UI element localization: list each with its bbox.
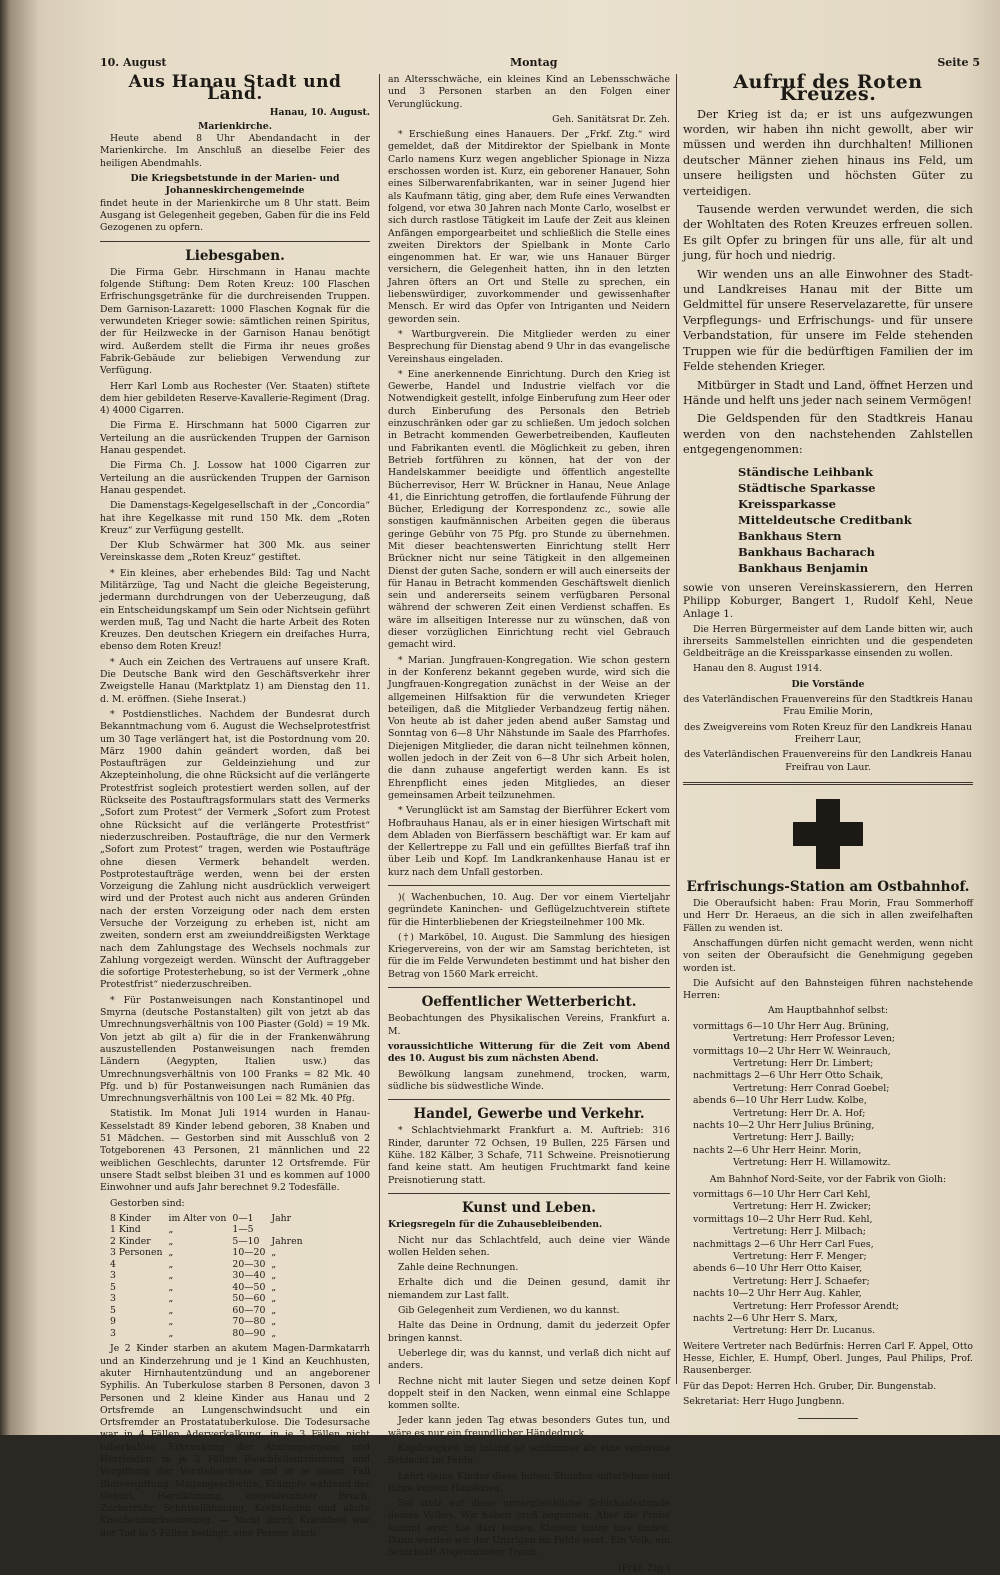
station-text: Anschaffungen dürfen nicht gemacht werden, wenn nicht von seiten der Oberaufsicht die Genehmigung gegeben worden ist. bbox=[683, 937, 973, 974]
news-note: * Marian. Jungfrauen-Kongregation. Wie schon gestern in der Konferenz bekannt gegeben wurde, wird sich die Jungfrauen-Kongregation zunächst in der Weise an der allgemeinen Hilfsaktion für die verwundeten Krieger beteiligen, daß die Mitglieder Verbandzeug fertig nähen. Von heute ab ist daher jeden abend außer Samstag und Sonntag von 6—8 Uhr Nähstunde im Saale des Pfarrhofes. Diejenigen Mitglieder, die daran nicht teilnehmen können, wollen jedoch in der Zeit von 6—8 Uhr sich Arbeit holen, die dann zuhause angefertigt werden kann. Es ist Ehrenpflicht eines jeden Mitgliedes, an dieser gemeinsamen Arbeit teilzunehmen. bbox=[388, 654, 670, 801]
appeal-paragraph: Wir wenden uns an alle Einwohner des Stadt- und Landkreises Hanau mit der Bitte um Geldmittel für unsere Reservelazarette, für unsere Verpflegungs- und Erfrischungs- und für unsere Verbandstation, für unsere im Felde stehenden Truppen wie für die bedürftigen Familien der im Felde stehenden Krieger. bbox=[683, 267, 973, 374]
boards-heading: Die Vorstände bbox=[791, 678, 865, 690]
duty-line: nachmittags 2—6 Uhr Herr Otto Schaik, bbox=[693, 1070, 884, 1082]
station-text: Die Oberaufsicht haben: Frau Morin, Frau Sommerhoff und Herr Dr. Heraeus, an die sich in allen zweifelhaften Fällen zu wenden ist. bbox=[683, 898, 973, 934]
signer: Geh. Sanitätsrat Dr. Zeh. bbox=[552, 113, 670, 125]
duty-line: nachts 2—6 Uhr Herr S. Marx, bbox=[693, 1313, 838, 1324]
poem-line: Halte das Deine in Ordnung, damit du jederzeit Opfer bringen kannst. bbox=[388, 1320, 670, 1344]
trade-heading: Handel, Gewerbe und Verkehr. bbox=[413, 1106, 645, 1123]
bank-list bbox=[738, 464, 973, 576]
table-row: 3 „ 50—60 „ bbox=[110, 1293, 277, 1305]
news-note: * Auch ein Zeichen des Vertrauens auf unsere Kraft. Die Deutsche Bank wird den Geschäftsverkehr ihrer Zweigstelle Hanau (Marktplatz 1) am Dienstag den 11. d. M. eröffnen. (Siehe Inserat.) bbox=[100, 656, 370, 705]
bank-item: Kreissparkasse bbox=[738, 496, 836, 511]
church-text: Heute abend 8 Uhr Abendandacht in der Marienkirche. Im Anschluß an dieselbe Feier des heiligen Abendmahls. bbox=[100, 133, 370, 169]
deaths-intro: Gestorben sind: bbox=[110, 1197, 185, 1209]
bank-item: Bankhaus Bacharach bbox=[738, 544, 876, 559]
table-row: 5 „ 60—70 „ bbox=[110, 1304, 277, 1316]
column-1 bbox=[100, 72, 370, 1539]
mayors-request: Die Herren Bürgermeister auf dem Lande bitten wir, auch ihrerseits Sammelstellen einrichten und die gespendeten Geldbeiträge an die Kreissparkasse einsenden zu wollen. bbox=[683, 623, 973, 660]
news-note: * Postdienstliches. Nachdem der Bundesrat durch Bekanntmachung vom 6. August die Wechselprotestfrist um 30 Tage verlängert hat, ist die Postordnung vom 20. März 1900 dahin geändert worden, daß bei Postaufträgen zur Geldeinziehung und zur Akzepteinholung, die ohne Rücksicht auf die verlängerte Protestfrist sogleich protestiert werden sollen, auf der Rückseite des Postauftragsformulars statt des Vermerks „Sofort zum Protest“ der Vermerk „Sofort zum Protest ohne Rücksicht auf die verlängerte Protestfrist“ niederzuschreiben. Postaufträge, die nur den Vermerk „Sofort zum Protest“ tragen, werden wie Postaufträge ohne diesen Vermerk behandelt werden. Postprotestaufträge werden, wenn bei der ersten Vorzeigung die Zahlung nicht ausdrücklich verweigert wird und der Protest auch nicht aus anderen Gründen nach der ersten Vorzeigung oder nach dem ersten Versuche der Vorzeigung zu erheben ist, nicht am zweiten, sondern erst am zweiunddreißigsten Werktage nach dem Zahlungstage des Wechsels nochmals zur Zahlung vorgezeigt werden. Wünscht der Auftraggeber die sofortige Protesterhebung, so ist der Vermerk „ohne Protestfrist“ niederzuschreiben. bbox=[100, 708, 370, 991]
duty-line: abends 6—10 Uhr Herr Ludw. Kolbe, bbox=[693, 1095, 867, 1107]
poem-line: Erhalte dich und die Deinen gesund, damit ihr niemandem zur Last fallt. bbox=[388, 1277, 670, 1301]
treasurers: sowie von unseren Vereinskassierern, den Herren Philipp Koburger, Bangert 1, Rudolf Kehl, Neue Anlage 1. bbox=[683, 581, 973, 620]
duty-line: Vertretung: Herr J. Schaefer; bbox=[733, 1275, 870, 1287]
deaths-table bbox=[110, 1213, 309, 1340]
poem-line: Zahle deine Rechnungen. bbox=[398, 1262, 519, 1274]
continued-text: an Altersschwäche, ein kleines Kind an Lebensschwäche und 3 Personen starben an den Folgen einer Verunglückung. bbox=[388, 74, 670, 110]
dateline: Hanau, 10. August. bbox=[269, 106, 370, 118]
local-note: )( Wachenbuchen, 10. Aug. Der vor einem Vierteljahr gegründete Kaninchen- und Geflügelzuchtverein stiftete für die Hinterbliebenen der Kriegsteilnehmer 100 Mk. bbox=[388, 892, 670, 928]
news-note: * Eine anerkennende Einrichtung. Durch den Krieg ist Gewerbe, Handel und Industrie vielfach vor die Notwendigkeit gestellt, infolge Einberufung zum Heer oder durch Einberufung des Personals den Betrieb einzuschränken oder gar zu schließen. Um jedoch solchen in Betracht kommenden Gewerbetreibenden, Kaufleuten und Fabrikanten eventl. die Möglichkeit zu geben, ihren Betrieb fortführen zu können, hat der von der Handelskammer beeidigte und öffentlich angestellte Bücherrevisor, Herr W. Brückner in Hanau, Neue Anlage 41, die Einrichtung getroffen, die fortlaufende Führung der Bücher, Erledigung der Korrespondenz zc., sowie alle sonstigen kaufmännischen Arbeiten gegen die überaus geringe Gebühr von 75 Pfg. pro Stunde zu übernehmen. Mit dieser beachtenswerten Einrichtung stellt Herr Brückner nicht nur seine Tätigkeit in den allgemeinen Dienst der guten Sache, sondern er will auch einerseits der für Hanau in Betracht kommenden Geschäftswelt dienlich sein und andererseits seinem verfügbaren Personal während der schweren Zeit einen Verdienst schaffen. Es wäre im allseitigen Interesse nur zu wünschen, daß von dieser vorzüglichen Einrichtung recht viel Gebrauch gemacht wird. bbox=[388, 368, 670, 651]
divider bbox=[388, 1193, 670, 1194]
appeal-title: Aufruf des Roten Kreuzes. bbox=[733, 71, 923, 106]
local-note: (†) Marköbel, 10. August. Die Sammlung des hiesigen Kriegervereins, von der wir am Samstag berichteten, ist für die im Felde Verwundeten bestimmt und hat bisher den Betrag von 1560 Mark erreicht. bbox=[388, 931, 670, 980]
poem-line: Lehrt deine Kinder diese hohen Stunden miterleben und führe keinen Hauskrieg. bbox=[388, 1470, 670, 1494]
table-row: 4 „ 20—30 „ bbox=[110, 1258, 277, 1270]
weather-forecast: Bewölkung langsam zunehmend, trocken, warm, südliche bis südwestliche Winde. bbox=[388, 1068, 670, 1092]
secretariat: Sekretariat: Herr Hugo Jungbenn. bbox=[683, 1396, 845, 1407]
table-row: 5 „ 40—50 „ bbox=[110, 1281, 277, 1293]
board-signature: des Zweigvereins vom Roten Kreuz für den Landkreis Hanau Freiherr Laur, bbox=[684, 721, 972, 745]
poem-title: Kriegsregeln für die Zuhausebleibenden. bbox=[388, 1219, 603, 1231]
table-row: 2 Kinder „ 5—10 Jahren bbox=[110, 1235, 303, 1247]
duty-line: Vertretung: Herr Dr. Lucanus. bbox=[733, 1325, 876, 1337]
bank-item: Mitteldeutsche Creditbank bbox=[738, 512, 912, 527]
bank-item: Ständische Leihbank bbox=[738, 464, 873, 479]
header-weekday: Montag bbox=[510, 56, 558, 69]
duty-line: vormittags 6—10 Uhr Herr Aug. Brüning, bbox=[693, 1020, 890, 1032]
divider bbox=[388, 987, 670, 988]
appeal-paragraph: Die Geldspenden für den Stadtkreis Hanau werden von den nachstehenden Zahlstellen entgegengenommen: bbox=[683, 412, 973, 457]
duty-line: Vertretung: Herr Professor Arendt; bbox=[733, 1300, 899, 1312]
gift-item: Die Firma Ch. J. Lossow hat 1000 Cigarren zur Verteilung an die ausrückenden Truppen der Garnison Hanau gespendet. bbox=[100, 460, 370, 496]
divider bbox=[100, 241, 370, 242]
trade-text: * Schlachtviehmarkt Frankfurt a. M. Auftrieb: 316 Rinder, darunter 72 Ochsen, 19 Bullen, 225 Färsen und Kühe. 182 Kälber, 3 Schafe, 711 Schweine. Preisnotierung fand keine statt. Am heutigen Fruchtmarkt fand keine Preisnotierung statt. bbox=[388, 1125, 670, 1186]
church-heading: Marienkirche. bbox=[198, 120, 272, 132]
news-note: * Wartburgverein. Die Mitglieder werden zu einer Besprechung für Dienstag abend 9 Uhr in das evangelische Vereinshaus eingeladen. bbox=[388, 328, 670, 365]
bank-item: Bankhaus Benjamin bbox=[738, 560, 869, 575]
gifts-heading: Liebesgaben. bbox=[185, 247, 285, 264]
weather-forecast-title: voraussichtliche Witterung für die Zeit vom Abend des 10. August bis zum nächsten Abend. bbox=[388, 1040, 670, 1065]
weather-lead: Beobachtungen des Physikalischen Vereins, Frankfurt a. M. bbox=[388, 1013, 670, 1037]
appeal-date: Hanau den 8. August 1914. bbox=[693, 663, 823, 675]
divider bbox=[388, 1099, 670, 1100]
news-note: * Erschießung eines Hanauers. Der „Frkf. Ztg.“ wird gemeldet, daß der Mitdirektor der Spielbank in Monte Carlo namens Kurz wegen angeblicher Spionage in Nizza erschossen worden ist. Kurz, ein geborener Hanauer, Sohn eines Silberwarenfabrikanten, war in seiner Jugend hier als Kaufmann tätig, ging aber, dem Rufe eines Verwandten folgend, vor etwa 30 Jahren nach Monte Carlo, woselbst er sich durch rastlose Tätigkeit im Laufe der Zeit aus kleinen Anfängen emporgearbeitet und schließlich die Stelle eines zweiten Direktors der Spielbank in Monte Carlo eingenommen hat. Er war, wie uns Hanauer Bürger versichern, die Gelegenheit hatten, ihn in den letzten Jahren öfters an Ort und Stelle zu sprechen, ein liebenswürdiger, zuvorkommender und gewissenhafter Mensch. Er wird das Opfer von Intriganten und Neidern geworden sein. bbox=[388, 129, 670, 325]
duty-line: Vertretung: Herr Professor Leven; bbox=[733, 1033, 896, 1045]
duty-line: Vertretung: Herr H. Zwicker; bbox=[733, 1201, 872, 1213]
table-row: 3 Personen „ 10—20 „ bbox=[110, 1247, 277, 1259]
poem-line: Gib Gelegenheit zum Verdienen, wo du kannst. bbox=[398, 1305, 620, 1317]
duty-line: vormittags 10—2 Uhr Herr Rud. Kehl, bbox=[693, 1213, 873, 1225]
duty-line: Vertretung: Herr Conrad Goebel; bbox=[733, 1082, 890, 1094]
gift-item: Herr Karl Lomb aus Rochester (Ver. Staaten) stiftete dem hier gebildeten Reserve-Kavallerie-Regiment (Drag. 4) 4000 Cigarren. bbox=[100, 380, 370, 417]
main-station-heading: Am Hauptbahnhof selbst: bbox=[767, 1005, 889, 1017]
appeal-paragraph: Der Krieg ist da; er ist uns aufgezwungen worden, wir haben ihn nicht gewollt, aber wir müssen und werden ihn durchhalten! Millionen deutscher Männer ziehen hinaus ins Feld, um unsere heiligsten und höchsten Güter zu verteidigen. bbox=[683, 107, 973, 198]
duty-line: Vertretung: Herr J. Bailly; bbox=[733, 1132, 855, 1144]
column-3 bbox=[683, 71, 973, 1407]
header-date: 10. August bbox=[100, 56, 167, 69]
poem-line: Jeder kann jeden Tag etwas besonders Gutes tun, und wäre es nur ein freundlicher Händedruck. bbox=[388, 1415, 670, 1439]
art-heading: Kunst und Leben. bbox=[462, 1199, 596, 1216]
prayer-heading: Die Kriegsbetstunde in der Marien- und Johanneskirchengemeinde bbox=[130, 173, 340, 197]
divider bbox=[683, 782, 973, 785]
duty-line: Vertretung: Herr Dr. A. Hof; bbox=[733, 1107, 866, 1119]
gift-item: Der Klub Schwärmer hat 300 Mk. aus seiner Vereinskasse dem „Roten Kreuz“ gestiftet. bbox=[100, 540, 370, 564]
news-note: * Verunglückt ist am Samstag der Bierführer Eckert vom Hofbrauhaus Hanau, als er in einer hiesigen Wirtschaft mit dem Abladen von Bierfässern beschäftigt war. Er kam auf der Kellertreppe zu Fall und ein gefülltes Bierfaß traf ihn über Leib und Kopf. Im Landkrankenhause Hanau ist er kurz nach dem Unfall gestorben. bbox=[388, 805, 670, 878]
table-row: 8 Kinder im Alter von 0—1 Jahr bbox=[110, 1212, 292, 1224]
duty-line: Vertretung: Herr F. Menger; bbox=[733, 1250, 867, 1262]
duty-list-north bbox=[683, 1189, 973, 1338]
station-text: Die Aufsicht auf den Bahnsteigen führen nachstehende Herren: bbox=[683, 977, 973, 1002]
duty-line: nachts 10—2 Uhr Herr Julius Brüning, bbox=[693, 1120, 875, 1132]
station-heading: Erfrischungs-Station am Ostbahnhof. bbox=[686, 878, 970, 895]
deaths-causes: Je 2 Kinder starben an akutem Magen-Darmkatarrh und an Kinderzehrung und je 1 Kind an Keuchhusten, akuter Hirnhautentzündung und an angeborener Syphilis. An Tuberkulose starben 8 Personen, davon 3 Personen und 2 kleine Kinder aus Hanau und 2 Ortsfremde an Lungenschwindsucht und ein Ortsfremder an Prostatatuberkulose. Die Todesursache war in 4 Fällen Aderverkalkung, in je 3 Fällen nicht tuberkulöse Erkrankung der Atmungsorgane und Herzleiden, in je 2 Fällen Bauchfellentzündung und Vergiftung der Vorsteherdrüse und in je einem Fall Blutvergiftung, Magengeschwüre, Krämpfe während der Geburt, Herzlähmung, eingeklemmter Bruch, Zuckerruhr, Schüttellähmung, Krebsleiden und akute Knochenmarkseiterung. — Nicht durch Krankheit war der Tod in 5 Fällen bedingt: eine Person starb bbox=[100, 1343, 370, 1539]
poem-line: Sei stolz auf diese unvergleichliche Schicksalsstunde deines Volkes. Wir haben groß begonnen. Aber die Probe kommt erst: Sie darf keinen Kleinen unter uns finden. Dann werden wir der Unsrigen im Felde wert. Ein Volk, ein Schicksal! Abgeordneter Traub. bbox=[388, 1498, 670, 1559]
red-cross-icon bbox=[793, 799, 863, 869]
divider bbox=[388, 885, 670, 886]
section-title-local: Aus Hanau Stadt und Land. bbox=[128, 72, 342, 105]
duty-line: vormittags 10—2 Uhr Herr W. Weinrauch, bbox=[693, 1045, 891, 1057]
duty-line: abends 6—10 Uhr Herr Otto Kaiser, bbox=[693, 1263, 863, 1275]
poem-source: (Frkf. Ztg.) bbox=[618, 1562, 670, 1574]
table-row: 9 „ 70—80 „ bbox=[110, 1316, 277, 1328]
poem-line: Nicht nur das Schlachtfeld, auch deine vier Wände wollen Helden sehen. bbox=[388, 1234, 670, 1258]
gift-item: Die Firma Gebr. Hirschmann in Hanau machte folgende Stiftung: Dem Roten Kreuz: 100 Flaschen Erfrischungsgetränke für die durchreisenden Truppen. Dem Garnison-Lazarett: 1000 Flaschen Kognak für die verwundeten Krieger sowie: sämtlichen reinen Spiritus, der für Heilzwecke in der Garnison Hanau benötigt wird. Außerdem stellt die Firma ihr neues großes Fabrik-Gebäude zur beliebigen Verwendung zur Verfügung. bbox=[100, 266, 370, 377]
duty-line: vormittags 6—10 Uhr Herr Carl Kehl, bbox=[693, 1188, 871, 1200]
poem-line: Rechne nicht mit lauter Siegen und setze deinen Kopf doppelt steif in den Nacken, wenn einmal eine Schlappe kommen sollte. bbox=[388, 1375, 670, 1412]
board-signature: des Vaterländischen Frauenvereins für den Stadtkreis Hanau Frau Emilie Morin, bbox=[683, 694, 973, 718]
end-rule bbox=[798, 1418, 858, 1419]
gift-item: Die Damenstags-Kegelgesellschaft in der „Concordia“ hat ihre Kegelkasse mit rund 150 Mk. dem „Roten Kreuz“ zur Verfügung gestellt. bbox=[100, 500, 370, 536]
north-station-heading: Am Bahnhof Nord-Seite, vor der Fabrik von Giolh: bbox=[709, 1173, 947, 1185]
duty-line: nachts 10—2 Uhr Herr Aug. Kahler, bbox=[693, 1288, 862, 1300]
duty-line: Vertretung: Herr Dr. Limbert; bbox=[733, 1057, 874, 1069]
further-representatives: Weitere Vertreter nach Bedürfnis: Herren Carl F. Appel, Otto Hesse, Eichler, E. Humpf, Oberl. Junges, Paul Philips, Prof. Rausenberger. bbox=[683, 1340, 973, 1377]
bank-item: Bankhaus Stern bbox=[738, 528, 842, 543]
poem-line: Ueberlege dir, was du kannst, und verlaß dich nicht auf anders. bbox=[388, 1347, 670, 1372]
column-divider bbox=[379, 74, 380, 1384]
appeal-paragraph: Mitbürger in Stadt und Land, öffnet Herzen und Hände und helft uns jeder nach seinem Vermögen! bbox=[683, 378, 973, 407]
duty-line: nachts 2—6 Uhr Herr Heinr. Morin, bbox=[693, 1144, 862, 1156]
header-page-number: Seite 5 bbox=[937, 56, 980, 69]
table-row: 3 „ 80—90 „ bbox=[110, 1327, 277, 1339]
news-note: * Für Postanweisungen nach Konstantinopel und Smyrna (deutsche Postanstalten) gilt von jetzt ab das Umrechnungsverhältnis von 100 Piaster (Gold) = 19 Mk. Von jetzt ab gilt a) für die in der Frankenwährung auszustellenden Postanweisungen nach fremden Ländern (Aegypten, Italien usw.) das Umrechnungsverhältnis von 100 Franks = 82 Mk. 40 Pfg. und b) für Postanweisungen nach Rumänien das Umrechnungsverhältnis von 100 Lei = 82 Mk. 40 Pfg. bbox=[100, 994, 370, 1105]
news-note: Statistik. Im Monat Juli 1914 wurden in Hanau-Kesselstadt 89 Kinder lebend geboren, 38 Knaben und 51 Mädchen. — Gestorben sind mit Ausschluß von 2 Totgeborenen 43 Personen, 21 männlichen und 22 weiblichen Geschlechts, darunter 12 Ortsfremde. Für unsere Stadt selbst bleiben 31 und es kommen auf 1000 Einwohner und aufs Jahr berechnet 9.2 Todesfälle. bbox=[100, 1108, 370, 1194]
column-divider bbox=[676, 74, 677, 1384]
table-row: 1 Kind „ 1—5 bbox=[110, 1224, 254, 1236]
table-row: 3 „ 30—40 „ bbox=[110, 1270, 277, 1282]
depot: Für das Depot: Herren Hch. Gruber, Dir. Bungenstab. bbox=[683, 1380, 937, 1392]
board-signature: des Vaterländischen Frauenvereins für den Landkreis Hanau Freifrau von Laur. bbox=[684, 749, 972, 773]
news-note: * Ein kleines, aber erhebendes Bild: Tag und Nacht Militärzüge, Tag und Nacht die gleiche Begeisterung, jedermann durchdrungen von der Ueberzeugung, daß ein Entscheidungskampf um Sein oder Nichtsein geführt werden muß, Tag und Nacht die harte Arbeit des Roten Kreuzes. Den deutschen Kriegern ein dreifaches Hurra, ebenso dem Roten Kreuz! bbox=[100, 567, 370, 653]
weather-heading: Oeffentlicher Wetterbericht. bbox=[421, 994, 637, 1011]
gift-item: Die Firma E. Hirschmann hat 5000 Cigarren zur Verteilung an die ausrückenden Truppen der Garnison Hanau gespendet. bbox=[100, 420, 370, 457]
appeal-body bbox=[683, 107, 973, 458]
duty-line: Vertretung: Herr H. Willamowitz. bbox=[733, 1157, 891, 1169]
appeal-paragraph: Tausende werden verwundet werden, die sich der Wohltaten des Roten Kreuzes erfreuen sollen. Es gilt Opfer zu bringen für uns alle, für alt und jung, für hoch und niedrig. bbox=[683, 203, 973, 263]
column-2 bbox=[388, 74, 670, 1574]
prayer-text: findet heute in der Marienkirche um 8 Uhr statt. Beim Ausgang ist Gelegenheit gegeben, Gaben für die ins Feld Gezogenen zu opfern. bbox=[100, 197, 370, 234]
duty-line: nachmittags 2—6 Uhr Herr Carl Fues, bbox=[693, 1238, 874, 1250]
bank-item: Städtische Sparkasse bbox=[738, 480, 876, 495]
duty-line: Vertretung: Herr J. Milbach; bbox=[733, 1226, 866, 1238]
duty-list-main bbox=[683, 1021, 973, 1170]
poem-line: Kopflosigkeit im Inland ist schlimmer als eine verlorene Schlacht im Felde. bbox=[388, 1442, 670, 1467]
